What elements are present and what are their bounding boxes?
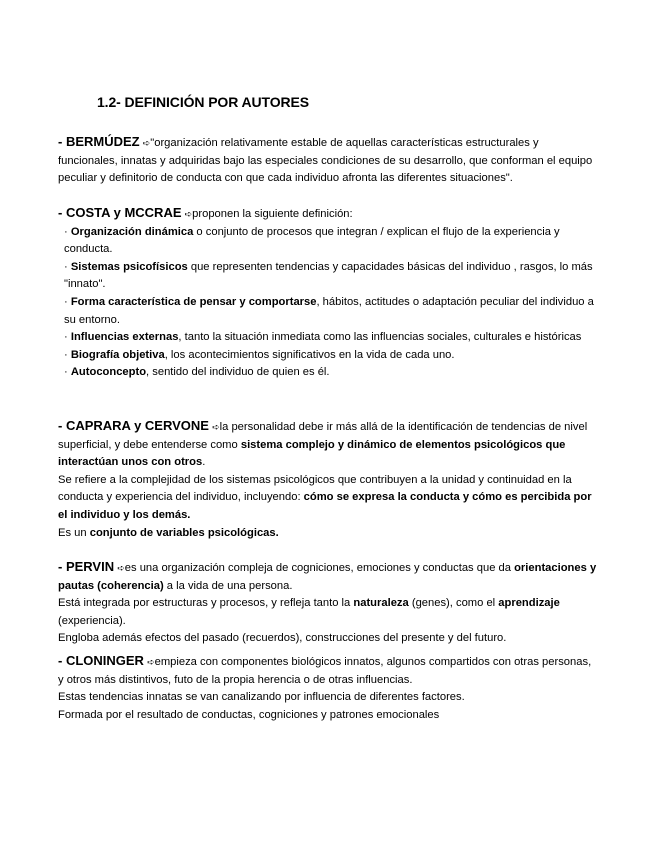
text: la personalidad debe ir más allá de la identificación de tendencias de nivel superficial, y debe entenderse como: [58, 421, 588, 451]
costa-intro: [58, 204, 598, 224]
text: es una organización compleja de cogniciones, emociones y conductas que da: [124, 562, 515, 574]
bermudez-paragraph: [58, 133, 598, 188]
arrow-icon: ➪: [142, 138, 151, 148]
author-caprara-cervone: [58, 417, 598, 542]
bullet: ·: [64, 225, 68, 238]
caprara-p3: [58, 525, 598, 543]
text: empieza con componentes biológicos innatos, algunos compartidos con otras personas, y otros más distintivos, futo de la propia herencia o de otras influencias.: [58, 656, 592, 686]
list-item: [58, 364, 598, 382]
arrow-icon: ➪: [147, 657, 155, 667]
list-item: [58, 259, 598, 294]
arrow-icon: ➪: [117, 563, 125, 573]
author-cloninger: [58, 652, 598, 724]
text: Se refiere a la complejidad de los sistemas psicológicos que contribuyen a la unidad y continuidad en la conducta y experiencia del individuo, incluyendo:: [58, 473, 572, 504]
text: .: [202, 456, 206, 469]
text: (genes), como el: [408, 597, 499, 610]
item-term: Influencias externas: [70, 331, 179, 344]
author-name: - CAPRARA y CERVONE: [58, 418, 209, 433]
author-costa-mccrae: [58, 204, 598, 382]
text: a la vida de una persona.: [163, 579, 293, 592]
item-text: , tanto la situación inmediata como las influencias sociales, culturales e históricas: [178, 331, 582, 344]
emphasis: cómo se expresa la conducta y cómo es percibida por el individuo y los demás.: [58, 491, 592, 521]
item-text: que representen tendencias y capacidades básicas del individuo , rasgos, lo más "innato".: [64, 260, 593, 291]
pervin-p2: [58, 595, 598, 630]
item-text: , hábitos, actitudes o adaptación peculiar del individuo a su entorno.: [64, 295, 594, 326]
author-name: - CLONINGER: [58, 653, 144, 668]
cloninger-p1: [58, 652, 598, 689]
author-name: - COSTA y MCCRAE: [58, 205, 182, 220]
caprara-p2: [58, 472, 598, 525]
arrow-icon: ➪: [184, 209, 193, 219]
item-text: , los acontecimientos significativos en la vida de cada uno.: [164, 348, 455, 361]
item-text: , sentido del individuo de quien es él.: [146, 366, 330, 379]
text: (experiencia).: [58, 614, 126, 627]
cloninger-p3: Formada por el resultado de conductas, cogniciones y patrones emocionales: [58, 708, 440, 721]
emphasis: orientaciones y pautas (coherencia): [58, 562, 597, 592]
text: Está integrada por estructuras y procesos, y refleja tanto la: [58, 597, 354, 610]
list-item: [58, 294, 598, 329]
list-item: [58, 224, 598, 259]
item-term: Biografía objetiva: [70, 348, 165, 361]
emphasis: naturaleza: [353, 597, 409, 610]
author-bermudez: [58, 133, 598, 188]
author-name: - PERVIN: [58, 559, 115, 574]
cloninger-p2: Estas tendencias innatas se van canalizando por influencia de diferentes factores.: [58, 691, 465, 704]
item-term: Autoconcepto: [70, 366, 147, 379]
caprara-p1: [58, 417, 598, 472]
emphasis: conjunto de variables psicológicas.: [89, 526, 279, 539]
intro-text: proponen la siguiente definición:: [192, 208, 353, 220]
author-name: - BERMÚDEZ: [58, 134, 140, 149]
arrow-icon: ➪: [212, 422, 220, 432]
list-item: [58, 347, 598, 365]
bullet: ·: [64, 295, 68, 308]
definition-text: "organización relativamente estable de aquellas características estructurales y funcionales, innatas y adquiridas bajo las especiales condiciones de su desarrollo, que conforman el equipo peculiar y definitorio de conducta con que cada individuo afronta las diferentes situaciones".: [58, 137, 593, 185]
bullet: ·: [64, 366, 68, 379]
section-title: 1.2- DEFINICIÓN POR AUTORES: [97, 94, 309, 110]
author-pervin: [58, 558, 598, 648]
bullet: ·: [64, 348, 68, 361]
text: Es un: [58, 526, 90, 539]
item-text: o conjunto de procesos que integran / explican el flujo de la experiencia y conducta.: [64, 225, 560, 256]
pervin-p1: [58, 558, 598, 595]
item-term: Organización dinámica: [70, 225, 194, 238]
item-term: Sistemas psicofísicos: [70, 260, 188, 273]
emphasis: aprendizaje: [498, 597, 560, 610]
pervin-p3: Engloba además efectos del pasado (recuerdos), construcciones del presente y del futuro.: [58, 632, 507, 645]
emphasis: sistema complejo y dinámico de elementos psicológicos que interactúan unos con otros: [58, 438, 566, 469]
bullet: ·: [64, 260, 68, 273]
list-item: [58, 329, 598, 347]
bullet: ·: [64, 331, 68, 344]
item-term: Forma característica de pensar y comportarse: [70, 295, 317, 308]
